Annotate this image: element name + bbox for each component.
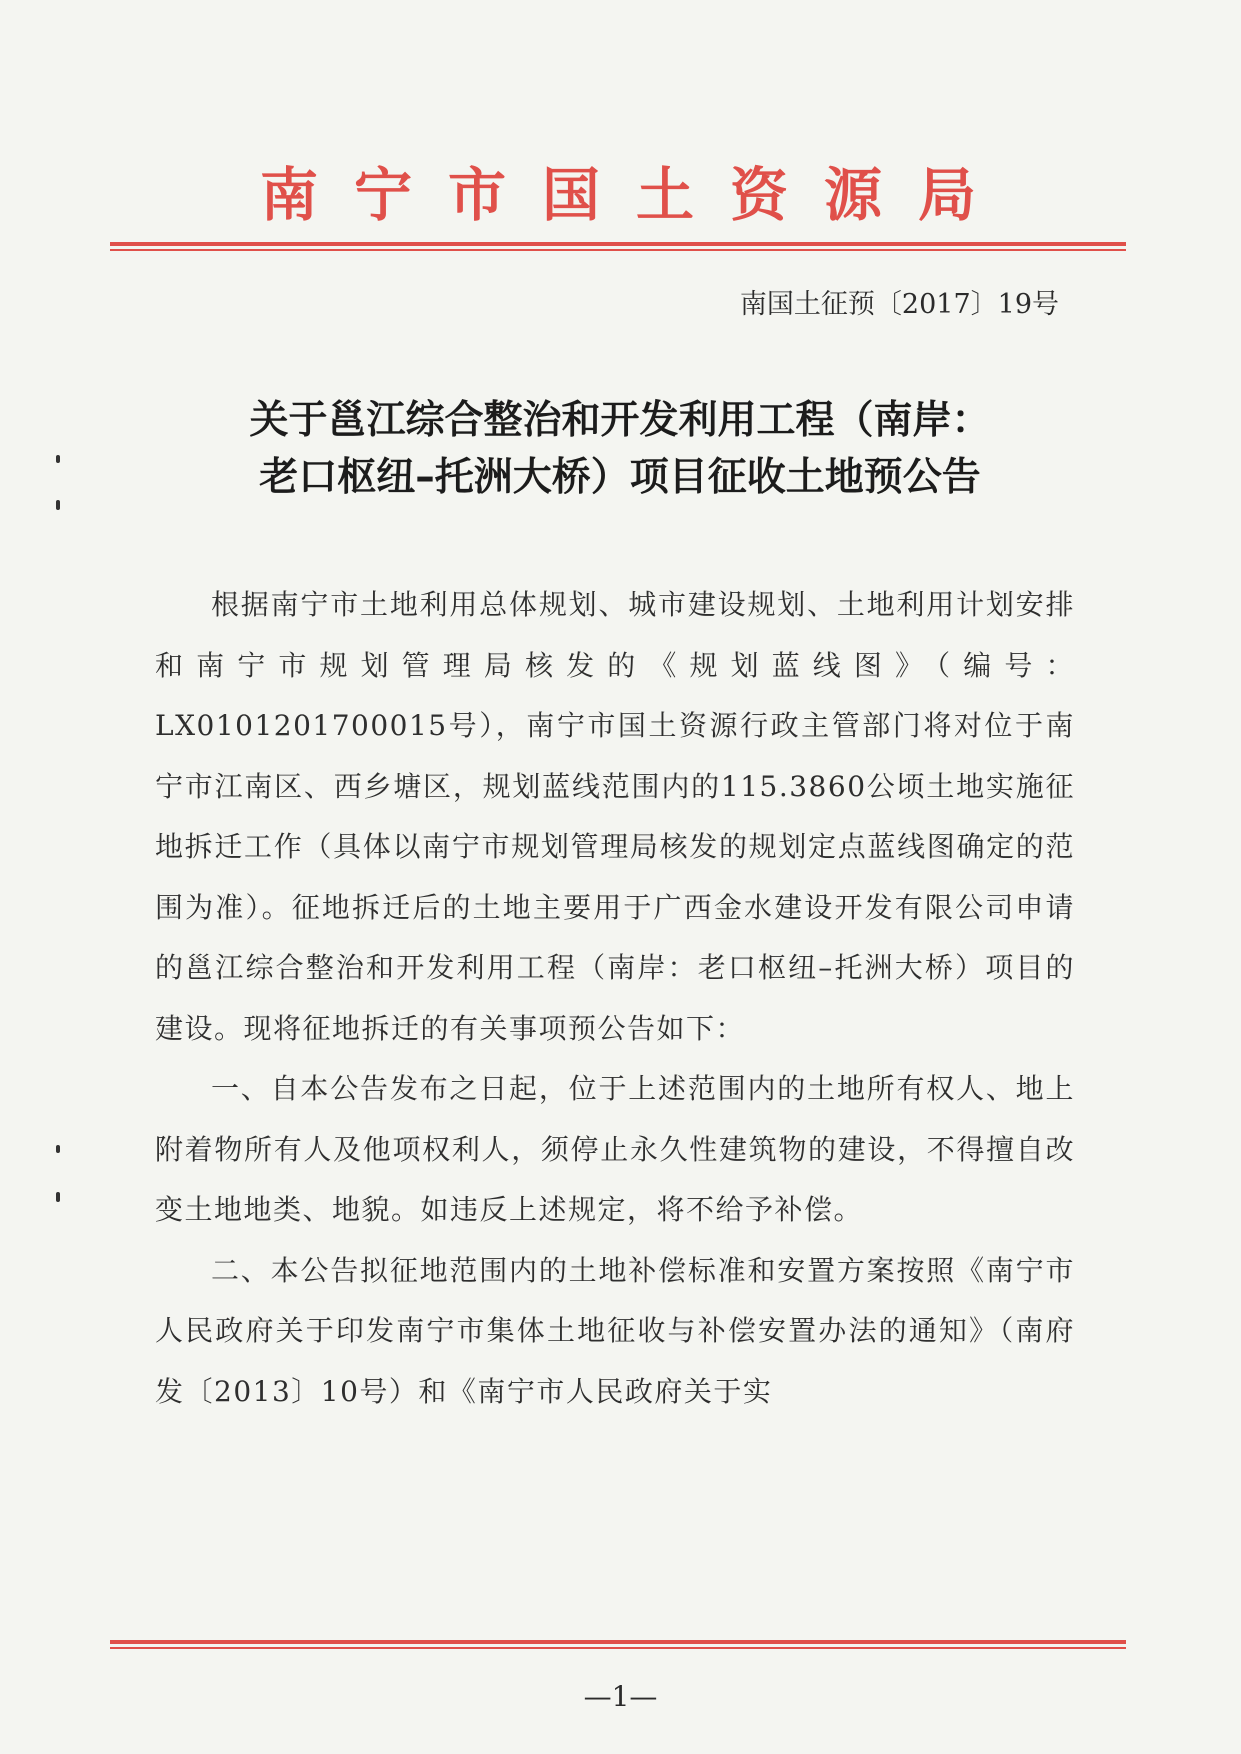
binding-mark <box>56 455 60 463</box>
body-paragraph-intro: 根据南宁市土地利用总体规划、城市建设规划、土地利用计划安排和南宁市规划管理局核发的《规划蓝线图》（编号：LX0101201700015号），南宁市国土资源行政主管部门将对位于南宁市江南区、西乡塘区，规划蓝线范围内的115.3860公顷土地实施征地拆迁工作（具体以南宁市规划管理局核发的规划定点蓝线图确定的范围为准）。征地拆迁后的土地主要用于广西金水建设开发有限公司申请的邕江综合整治和开发利用工程（南岸：老口枢纽–托洲大桥）项目的建设。现将征地拆迁的有关事项预公告如下： <box>155 588 1075 1045</box>
document-number: 南国土征预〔2017〕19号 <box>739 289 1059 320</box>
page-number: —1— <box>583 1680 658 1713</box>
document-body <box>155 575 1075 1422</box>
binding-mark <box>56 1192 60 1202</box>
agency-header: 南宁市国土资源局 <box>259 161 1012 229</box>
document-title <box>100 392 1140 506</box>
footer-divider <box>110 1640 1126 1649</box>
binding-mark <box>56 1145 60 1153</box>
title-line-1: 关于邕江综合整治和开发利用工程（南岸： <box>249 398 991 443</box>
title-line-2: 老口枢纽–托洲大桥）项目征收土地预公告 <box>259 455 981 500</box>
binding-mark <box>56 500 60 510</box>
header-divider <box>110 242 1126 251</box>
body-paragraph-item-2: 二、本公告拟征地范围内的土地补偿标准和安置方案按照《南宁市人民政府关于印发南宁市集体土地征收与补偿安置办法的通知》（南府发〔2013〕10号）和《南宁市人民政府关于实 <box>155 1253 1075 1408</box>
body-paragraph-item-1: 一、自本公告发布之日起，位于上述范围内的土地所有权人、地上附着物所有人及他项权利人，须停止永久性建筑物的建设，不得擅自改变土地地类、地貌。如违反上述规定，将不给予补偿。 <box>155 1072 1075 1226</box>
